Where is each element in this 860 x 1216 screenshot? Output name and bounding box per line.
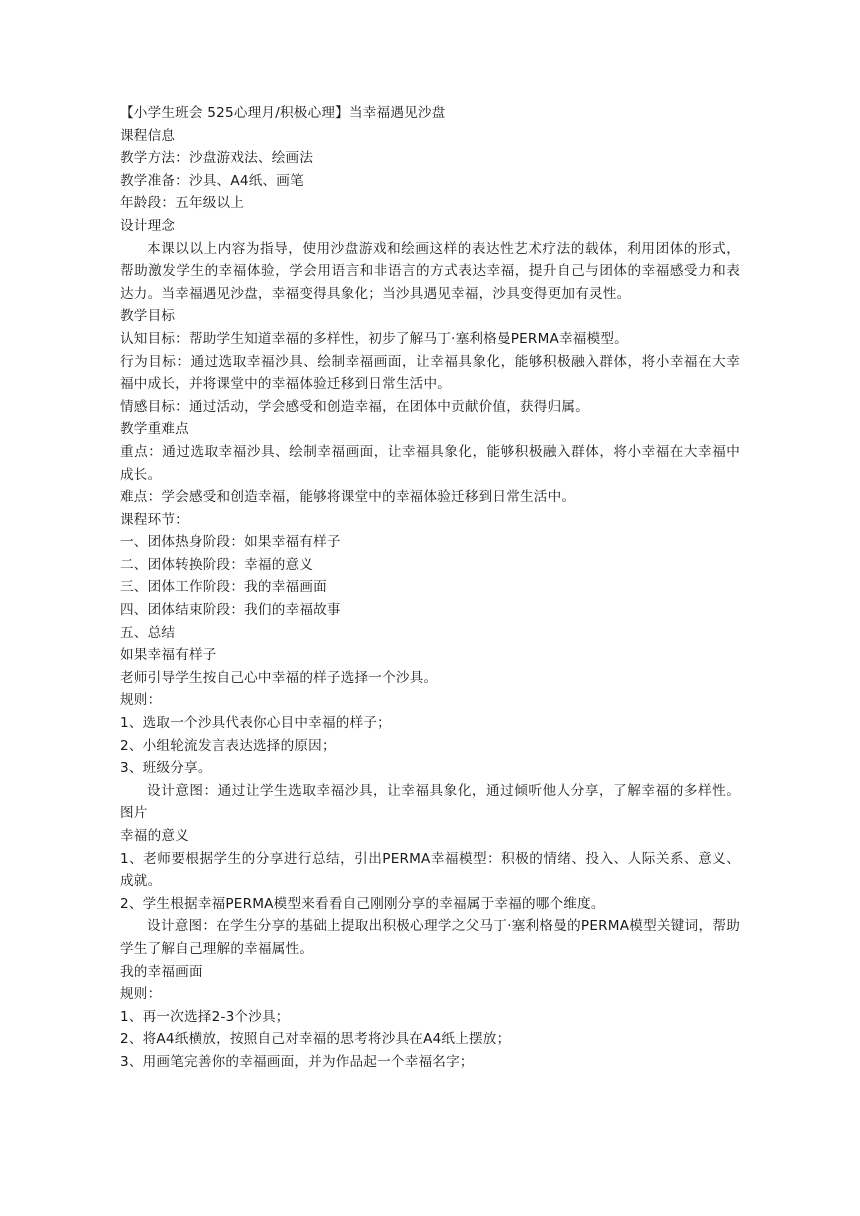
document-page: [120, 102, 740, 1074]
design-paragraph: 本课以以上内容为指导，使用沙盘游戏和绘画这样的表达性艺术疗法的载体，利用团体的形式，帮助激发学生的幸福体验，学会用语言和非语言的方式表达幸福，提升自己与团体的幸福感受力和表达力。当幸福遇见沙盘，幸福变得具象化；当沙具遇见幸福，沙具变得更加有灵性。: [120, 240, 740, 302]
part3-rule: 2、将A4纸横放，按照自己对幸福的思考将沙具在A4纸上摆放；: [120, 1031, 511, 1048]
part2-item: 1、老师要根据学生的分享进行总结，引出PERMA幸福模型：积极的情绪、投入、人际关系、意义、成就。: [120, 850, 740, 890]
teaching-method: 教学方法：沙盘游戏法、绘画法: [120, 150, 314, 167]
part3-rule: 3、用画笔完善你的幸福画面，并为作品起一个幸福名字；: [120, 1053, 474, 1070]
part1-heading: 如果幸福有样子: [120, 647, 217, 664]
course-info-heading: 课程信息: [120, 127, 176, 144]
section-item: 四、团体结束阶段：我们的幸福故事: [120, 602, 341, 619]
part1-intro: 老师引导学生按自己心中幸福的样子选择一个沙具。: [120, 669, 438, 686]
goal-emotion: 情感目标：通过活动，学会感受和创造幸福，在团体中贡献价值，获得归属。: [120, 398, 589, 415]
section-item: 三、团体工作阶段：我的幸福画面: [120, 579, 327, 596]
goals-heading: 教学目标: [120, 308, 176, 325]
doc-title: 【小学生班会 525心理月/积极心理】当幸福遇见沙盘: [120, 105, 446, 121]
part3-heading: 我的幸福画面: [120, 963, 203, 980]
part1-rule: 2、小组轮流发言表达选择的原因；: [120, 737, 336, 754]
part2-item: 2、学生根据幸福PERMA模型来看看自己刚刚分享的幸福属于幸福的哪个维度。: [120, 895, 605, 912]
teaching-prep: 教学准备：沙具、A4纸、画笔: [120, 172, 304, 189]
design-heading: 设计理念: [120, 217, 176, 234]
sections-heading: 课程环节：: [120, 511, 189, 528]
section-item: 一、团体热身阶段：如果幸福有样子: [120, 534, 341, 551]
goal-behavior: 行为目标：通过选取幸福沙具、绘制幸福画面，让幸福具象化，能够积极融入群体，将小幸福在大幸福中成长，并将课堂中的幸福体验迁移到日常生活中。: [120, 353, 740, 393]
part1-rule: 3、班级分享。: [120, 760, 212, 777]
key-point: 重点：通过选取幸福沙具、绘制幸福画面，让幸福具象化，能够积极融入群体，将小幸福在大幸福中成长。: [120, 443, 740, 483]
section-item: 二、团体转换阶段：幸福的意义: [120, 556, 314, 573]
goal-cognitive: 认知目标：帮助学生知道幸福的多样性，初步了解马丁·塞利格曼PERMA幸福模型。: [120, 330, 628, 347]
difficult-point: 难点：学会感受和创造幸福，能够将课堂中的幸福体验迁移到日常生活中。: [120, 489, 576, 506]
key-points-heading: 教学重难点: [120, 421, 189, 438]
part2-intent: 设计意图：在学生分享的基础上提取出积极心理学之父马丁·塞利格曼的PERMA模型关键词，帮助学生了解自己理解的幸福属性。: [120, 918, 740, 957]
age-group: 年龄段：五年级以上: [120, 195, 245, 212]
part2-heading: 幸福的意义: [120, 828, 189, 844]
part1-rule: 1、选取一个沙具代表你心目中幸福的样子；: [120, 715, 391, 732]
part1-intent: 设计意图：通过让学生选取幸福沙具，让幸福具象化，通过倾听他人分享，了解幸福的多样性。图片: [120, 782, 740, 822]
part3-rules-label: 规则：: [120, 986, 162, 1003]
part1-rules-label: 规则：: [120, 692, 162, 709]
section-item: 五、总结: [120, 624, 176, 641]
part3-rule: 1、再一次选择2-3个沙具；: [120, 1008, 290, 1025]
